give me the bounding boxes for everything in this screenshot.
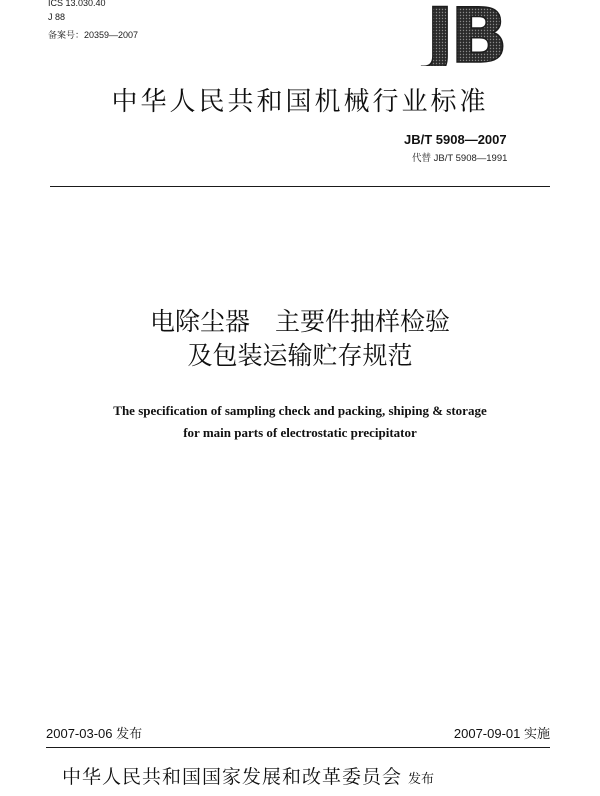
title-cn-line-2: 及包装运输贮存规范 — [187, 341, 413, 370]
header-divider — [50, 186, 550, 187]
jb-logo — [408, 2, 523, 66]
issuer-action: 发布 — [408, 772, 435, 787]
publisher-line — [62, 764, 434, 793]
footer-divider — [46, 747, 550, 748]
standard-number: JB/T 5908—2007 — [404, 132, 507, 147]
ccs-code: J 88 — [48, 12, 66, 22]
title-en-line-1: The specification of sampling check and packing, shiping & storage — [113, 403, 487, 418]
filing-number: 备案号：20359—2007 — [48, 30, 139, 40]
title-cn-line-1: 电除尘器 主要件抽样检验 — [149, 307, 450, 336]
jb-logo-graphic — [408, 2, 523, 66]
issuing-authority: 中华人民共和国国家发展和改革委员会 — [62, 766, 403, 788]
title-en-line-2: for main parts of electrostatic precipitator — [183, 425, 417, 440]
standard-body-heading: 中华人民共和国机械行业标准 — [111, 87, 489, 117]
implementation-date: 2007-09-01 实施 — [453, 726, 550, 741]
issue-date: 2007-03-06 发布 — [46, 726, 143, 741]
svg-text:JB: JB — [425, 2, 505, 66]
ics-code: ICS 13.030.40 — [48, 0, 106, 8]
replaced-standard: 代替 JB/T 5908—1991 — [412, 153, 508, 164]
